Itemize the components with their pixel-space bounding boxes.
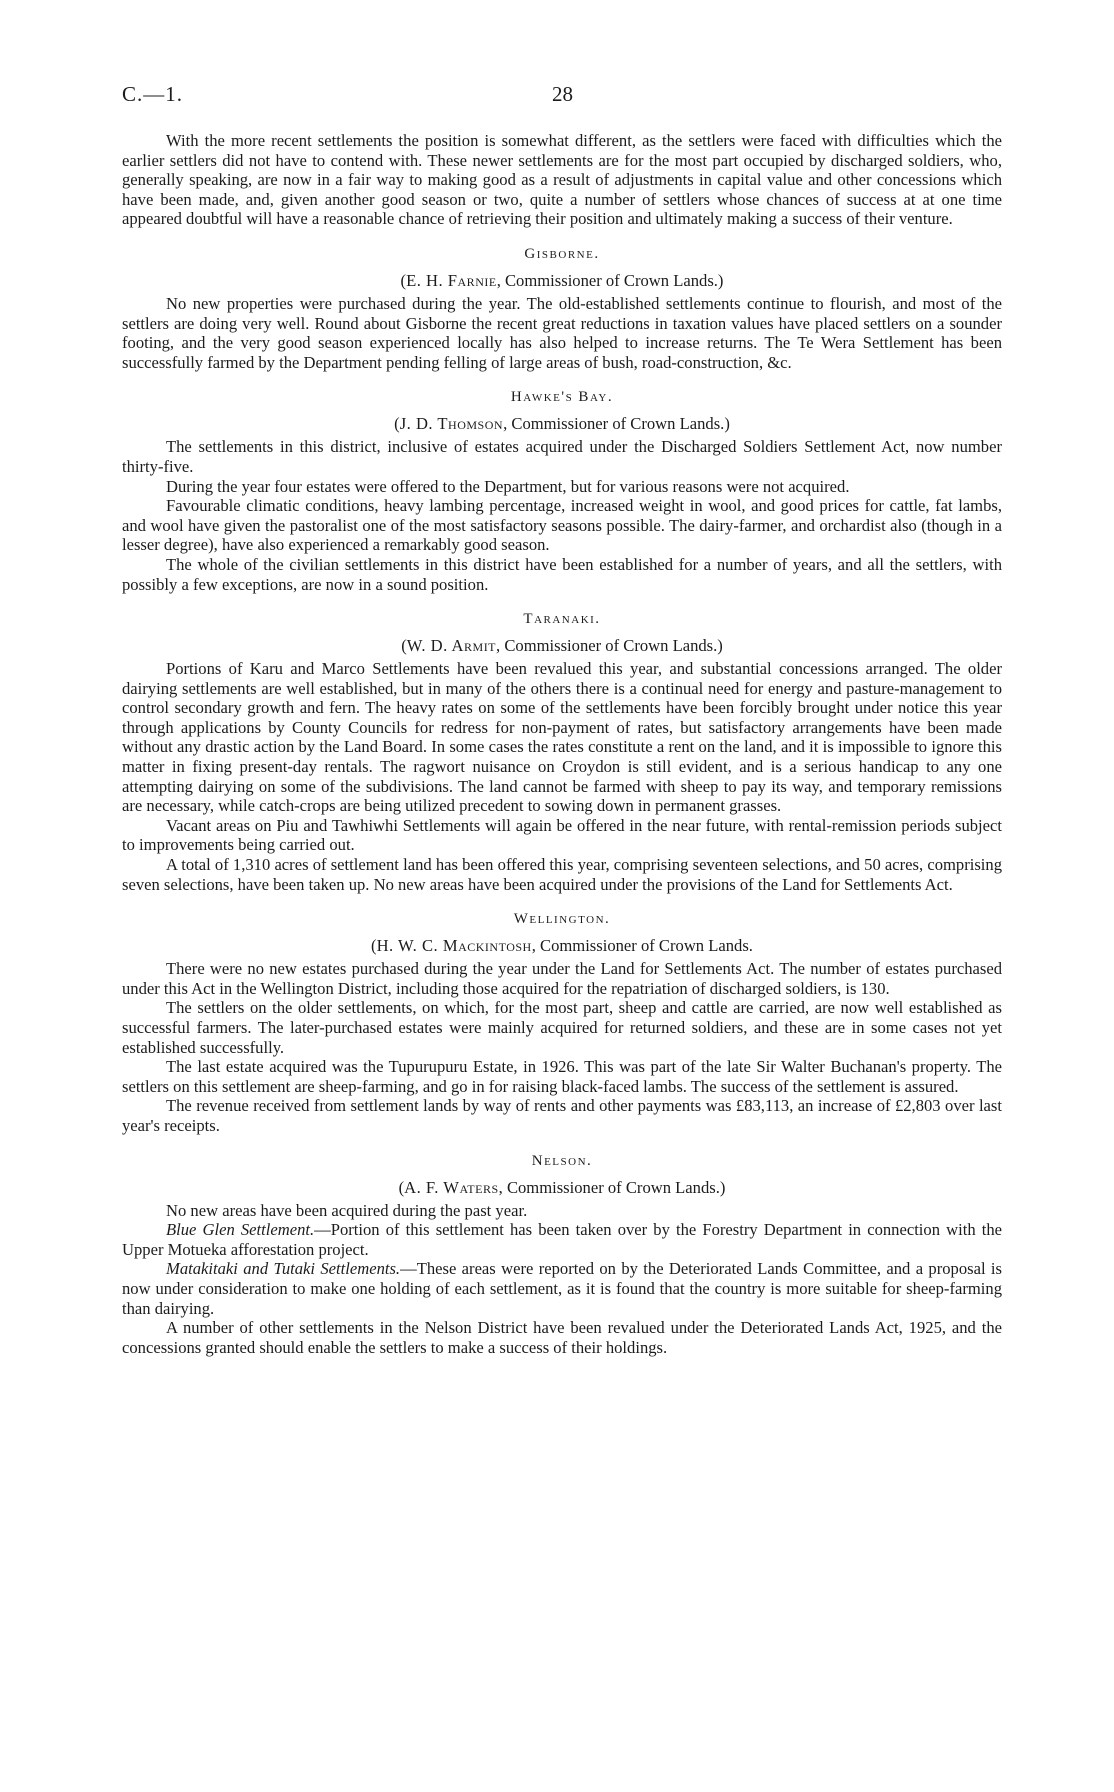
- section-paragraph: A number of other settlements in the Nelson District have been revalued under the Deteriorated Lands Act, 1925, and the concessions granted should enable the settlers to make a success of their holdings.: [122, 1318, 1002, 1357]
- section-wellington: [122, 910, 1002, 1135]
- commissioner-role: , Commissioner of Crown Lands.): [496, 270, 724, 290]
- section-nelson: [122, 1152, 1002, 1358]
- section-paragraph: No new properties were purchased during the year. The old-established settlements continue to flourish, and most of the settlers are doing very well. Round about Gisborne the recent great reductions in taxation values have placed settlers on a sounder footing, and the very good season experienced locally has also helped to increase returns. The Te Wera Settlement has been successfully farmed by the Department pending felling of large areas of bush, road-construction, &c.: [122, 293, 1002, 372]
- commissioner-line: (A. F. Waters, Commissioner of Crown Lands.): [398, 1177, 726, 1197]
- section-taranaki: [122, 610, 1002, 894]
- section-paragraph: Portions of Karu and Marco Settlements have been revalued this year, and substantial concessions arranged. The older dairying settlements are well established, but in many of the others there is a continual need for energy and pasture-management to control secondary growth and fern. The heavy rates on some of the settlements have been forcibly brought under notice this year through applications by County Councils for redress for non-payment of rates, but satisfactory arrangements have been made without any drastic action by the Land Board. In some cases the rates constitute a rent on the land, and it is impossible to ignore this matter in fixing present-day rentals. The ragwort nuisance on Croydon is still evident, and is a serious handicap to any one attempting dairying on some of the subdivisions. The land cannot be farmed with sheep to pay its way, and temporary remissions are necessary, while catch-crops are being utilized precedent to sowing down in permanent grasses.: [122, 659, 1002, 816]
- page-body: [122, 131, 1002, 1357]
- commissioner-role: , Commissioner of Crown Lands.): [498, 1177, 726, 1197]
- commissioner-line: (E. H. Farnie, Commissioner of Crown Lands.): [400, 270, 724, 290]
- settlement-text: —Portion of this settlement has been taken over by the Forestry Department in connection with the Upper Motueka afforestation project.: [122, 1220, 1002, 1259]
- commissioner-name: W. D. Armit: [406, 636, 497, 656]
- commissioner-role: , Commissioner of Crown Lands.): [503, 414, 730, 434]
- commissioner-role: , Commissioner of Crown Lands.): [496, 636, 723, 656]
- section-heading: Wellington.: [513, 911, 611, 928]
- section-paragraph: Favourable climatic conditions, heavy lambing percentage, increased weight in wool, and good prices for cattle, fat lambs, and wool have given the pastoralist one of the most satisfactory seasons possible. The dairy-farmer, and orchardist also (though in a lesser degree), have also experienced a remarkably good season.: [122, 496, 1002, 555]
- section-heading: Gisborne.: [524, 245, 600, 262]
- commissioner-line: (W. D. Armit, Commissioner of Crown Lands.): [401, 636, 723, 656]
- commissioner-line: (H. W. C. Mackintosh, Commissioner of Crown Lands.: [371, 936, 753, 956]
- page-number: 28: [552, 82, 573, 106]
- section-paragraph: Vacant areas on Piu and Tawhiwhi Settlements will again be offered in the near future, with rental-remission periods subject to improvements being carried out.: [122, 815, 1002, 855]
- page-header: [122, 82, 1002, 112]
- commissioner-name: J. D. Thomson: [399, 414, 504, 434]
- commissioner-name: E. H. Farnie: [406, 270, 497, 290]
- section-paragraph: The settlements in this district, inclusive of estates acquired under the Discharged Soldiers Settlement Act, now number thirty-five.: [122, 437, 1002, 476]
- commissioner-role: , Commissioner of Crown Lands.: [531, 936, 753, 956]
- section-paragraph: The settlers on the older settlements, on which, for the most part, sheep and cattle are carried, are now well established as successful farmers. The later-purchased estates were mainly acquired for returned soldiers, and these are in some cases not yet established successfully.: [122, 998, 1002, 1057]
- section-paragraph: There were no new estates purchased during the year under the Land for Settlements Act. The number of estates purchased under this Act in the Wellington District, including those acquired for the repatriation of discharged soldiers, is 130.: [122, 959, 1002, 998]
- section-paragraph: No new areas have been acquired during the past year.: [166, 1200, 528, 1220]
- section-paragraph: The last estate acquired was the Tupurupuru Estate, in 1926. This was part of the late Sir Walter Buchanan's property. The settlers on this settlement are sheep-farming, and go in for raising black-faced lambs. The success of the settlement is assured.: [122, 1057, 1002, 1096]
- section-gisborne: [122, 245, 1002, 372]
- settlement-name: Blue Glen Settlement.: [166, 1220, 315, 1240]
- settlement-text: —These areas were reported on by the Deteriorated Lands Committee, and a proposal is now under consideration to make one holding of each settlement, as it is found that the country is more suitable for sheep-farming than dairying.: [122, 1259, 1003, 1318]
- section-heading: Hawke's Bay.: [510, 389, 614, 406]
- section-paragraph: The whole of the civilian settlements in this district have been established for a number of years, and all the settlers, with possibly a few exceptions, are now in a sound position.: [122, 554, 1002, 594]
- settlement-name: Matakitaki and Tutaki Settlements.: [166, 1259, 401, 1279]
- commissioner-name: A. F. Waters: [404, 1177, 499, 1197]
- commissioner-line: (J. D. Thomson, Commissioner of Crown Lands.): [394, 414, 730, 434]
- section-heading: Taranaki.: [523, 611, 601, 628]
- settlement-paragraph: [122, 1259, 1002, 1318]
- settlement-paragraph: [122, 1220, 1002, 1259]
- section-heading: Nelson.: [531, 1152, 593, 1169]
- document-reference: C.—1.: [122, 82, 184, 106]
- section-paragraph: The revenue received from settlement lands by way of rents and other payments was £83,113, an increase of £2,803 over last year's receipts.: [122, 1096, 1002, 1135]
- section-paragraph: A total of 1,310 acres of settlement land has been offered this year, comprising seventeen selections, and 50 acres, comprising seven selections, have been taken up. No new areas have been acquired under the provisions of the Land for Settlements Act.: [122, 855, 1002, 894]
- section-hawkes-bay: [122, 388, 1002, 594]
- commissioner-name: H. W. C. Mackintosh: [376, 936, 532, 956]
- section-paragraph: During the year four estates were offered to the Department, but for various reasons were not acquired.: [166, 476, 850, 496]
- intro-paragraph: With the more recent settlements the position is somewhat different, as the settlers were faced with difficulties which the earlier settlers did not have to contend with. These newer settlements are for the most part occupied by discharged soldiers, who, generally speaking, are now in a fair way to making good as a result of adjustments in capital value and other concessions which have been made, and, given another good season or two, quite a number of settlers whose chances of success at at one time appeared doubtful will have a reasonable chance of retrieving their position and ultimately making a success of their venture.: [122, 131, 1002, 229]
